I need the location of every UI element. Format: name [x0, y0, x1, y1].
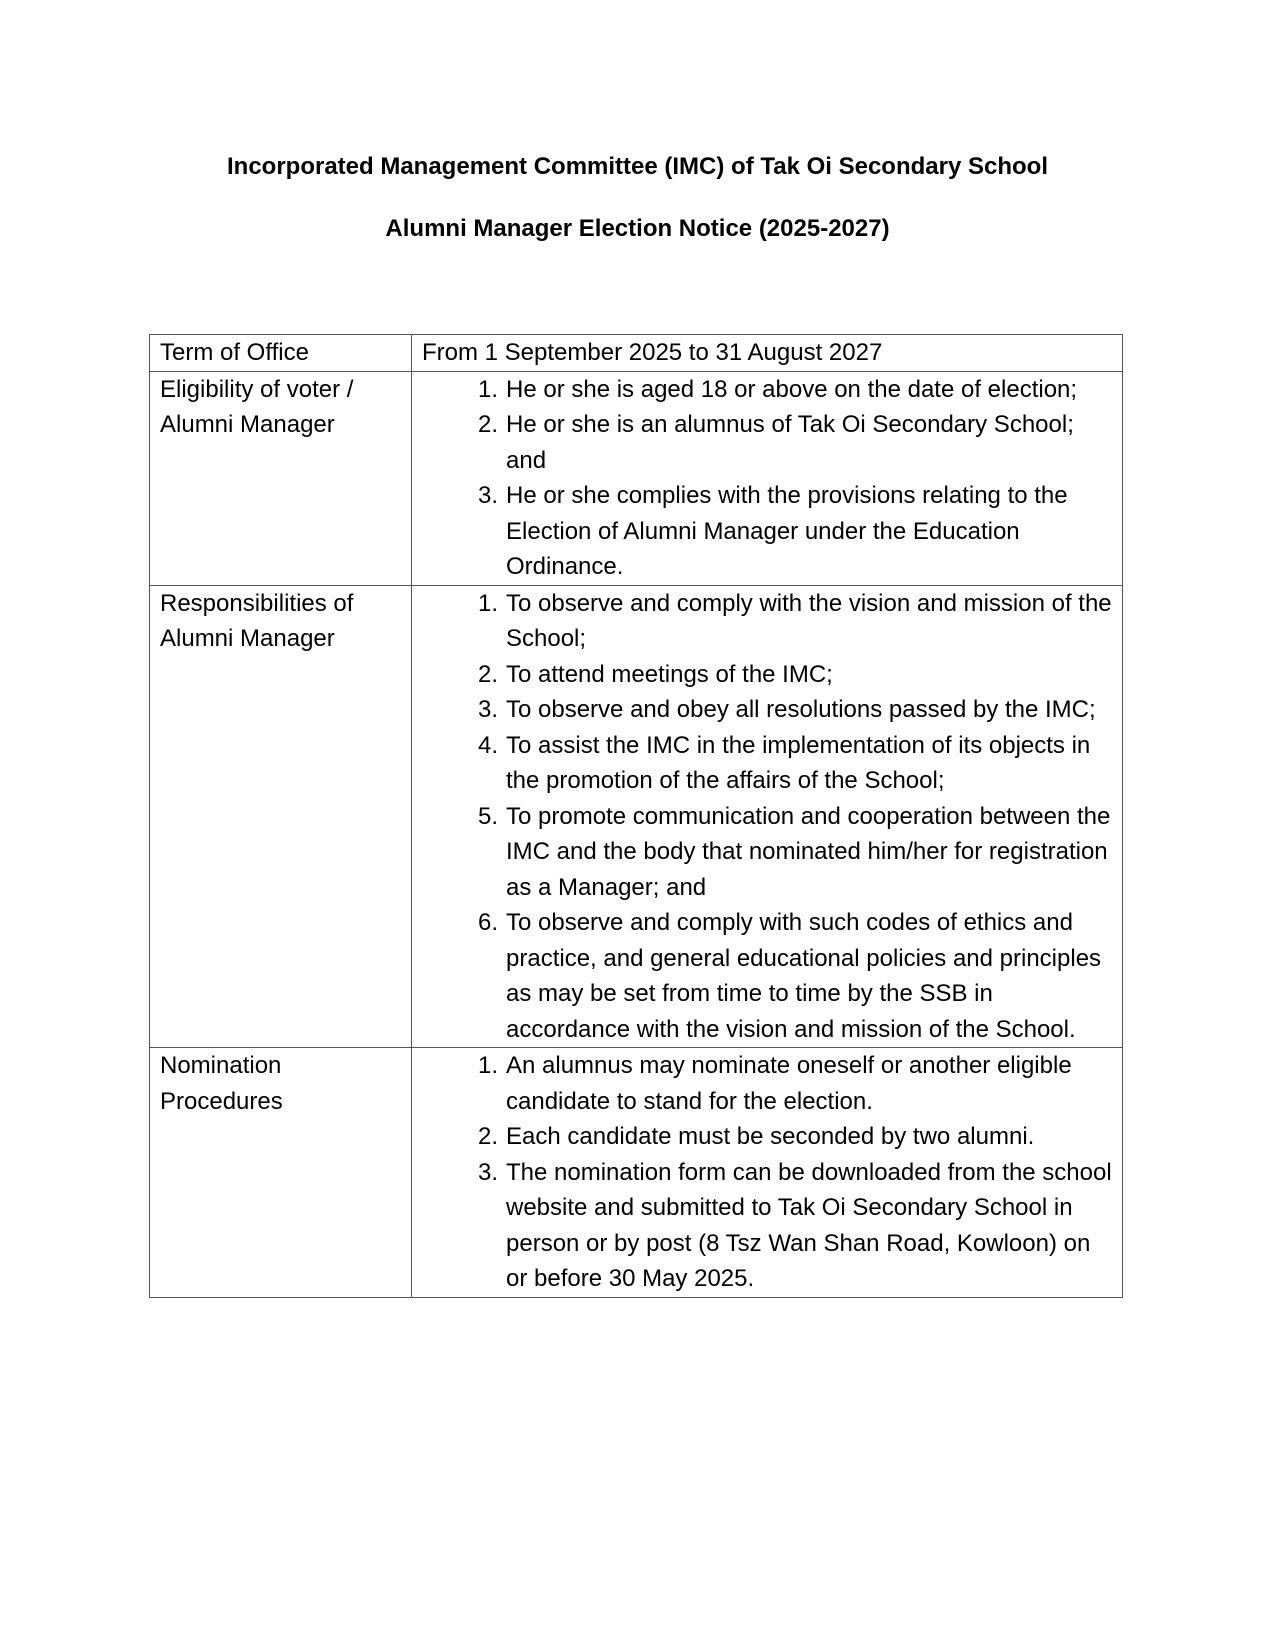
term-value: From 1 September 2025 to 31 August 2027 — [412, 335, 1123, 372]
document-title: Incorporated Management Committee (IMC) of Tak Oi Secondary School — [226, 153, 1048, 180]
nomination-value — [412, 1048, 1123, 1298]
nomination-label: Nomination Procedures — [150, 1048, 412, 1298]
list-item — [422, 478, 1112, 585]
list-item — [422, 586, 1112, 657]
list-item — [422, 692, 1112, 728]
list-item-number: 2. — [477, 411, 498, 438]
list-item-number: 6. — [477, 909, 498, 936]
eligibility-label: Eligibility of voter / Alumni Manager — [150, 371, 412, 585]
list-item-text: Each candidate must be seconded by two alumni. — [506, 1123, 1035, 1150]
election-notice-table — [149, 334, 1123, 1298]
list-item — [422, 728, 1112, 799]
list-item-text: To attend meetings of the IMC; — [506, 660, 833, 688]
list-item-text: He or she complies with the provisions relating to the Election of Alumni Manager under the Education Ordinance. — [506, 482, 1068, 580]
responsibilities-list — [422, 586, 1112, 1048]
list-item-number: 2. — [477, 660, 498, 688]
list-item-number: 4. — [477, 731, 498, 759]
list-item-number: 2. — [477, 1123, 498, 1150]
responsibilities-value — [412, 585, 1123, 1048]
list-item-number: 1. — [477, 1052, 498, 1079]
list-item-text: To observe and obey all resolutions passed by the IMC; — [506, 696, 1096, 723]
list-item — [422, 1119, 1112, 1155]
eligibility-value — [412, 371, 1123, 585]
list-item-text: An alumnus may nominate oneself or another eligible candidate to stand for the election. — [506, 1052, 1072, 1115]
list-item-number: 5. — [477, 802, 498, 830]
list-item-text: The nomination form can be downloaded from the school website and submitted to Tak Oi Secondary School in person or by post (8 Tsz Wan Shan Road, Kowloon) on or before 30 May 2025. — [506, 1158, 1112, 1292]
list-item-text: To observe and comply with the vision and mission of the School; — [506, 589, 1112, 652]
list-item-text: To promote communication and cooperation between the IMC and the body that nominated him/her for registration as a Manager; and — [506, 802, 1111, 901]
list-item-number: 1. — [477, 589, 498, 617]
list-item-text: He or she is an alumnus of Tak Oi Secondary School; and — [506, 411, 1074, 474]
table-row-eligibility — [150, 371, 1123, 585]
list-item-number: 1. — [477, 375, 498, 403]
list-item — [422, 1155, 1112, 1297]
document-subtitle: Alumni Manager Election Notice (2025-2027) — [385, 215, 890, 242]
list-item-number: 3. — [477, 1158, 498, 1186]
list-item — [422, 799, 1112, 906]
table-row-nomination — [150, 1048, 1123, 1298]
list-item — [422, 905, 1112, 1047]
list-item-text: He or she is aged 18 or above on the date of election; — [506, 375, 1078, 403]
list-item — [422, 657, 1112, 693]
list-item-number: 3. — [477, 482, 498, 509]
list-item — [422, 372, 1112, 408]
list-item-text: To assist the IMC in the implementation of its objects in the promotion of the affairs of the School; — [506, 731, 1091, 794]
table-row-responsibilities — [150, 585, 1123, 1048]
responsibilities-label: Responsibilities of Alumni Manager — [150, 585, 412, 1048]
term-label: Term of Office — [150, 335, 412, 372]
list-item-number: 3. — [477, 696, 498, 723]
list-item — [422, 407, 1112, 478]
table-row-term — [150, 335, 1123, 372]
eligibility-list — [422, 372, 1112, 585]
list-item — [422, 1048, 1112, 1119]
list-item-text: To observe and comply with such codes of ethics and practice, and general educational policies and principles as may be set from time to time by the SSB in accordance with the vision and mission of the School. — [506, 909, 1102, 1043]
nomination-list — [422, 1048, 1112, 1297]
